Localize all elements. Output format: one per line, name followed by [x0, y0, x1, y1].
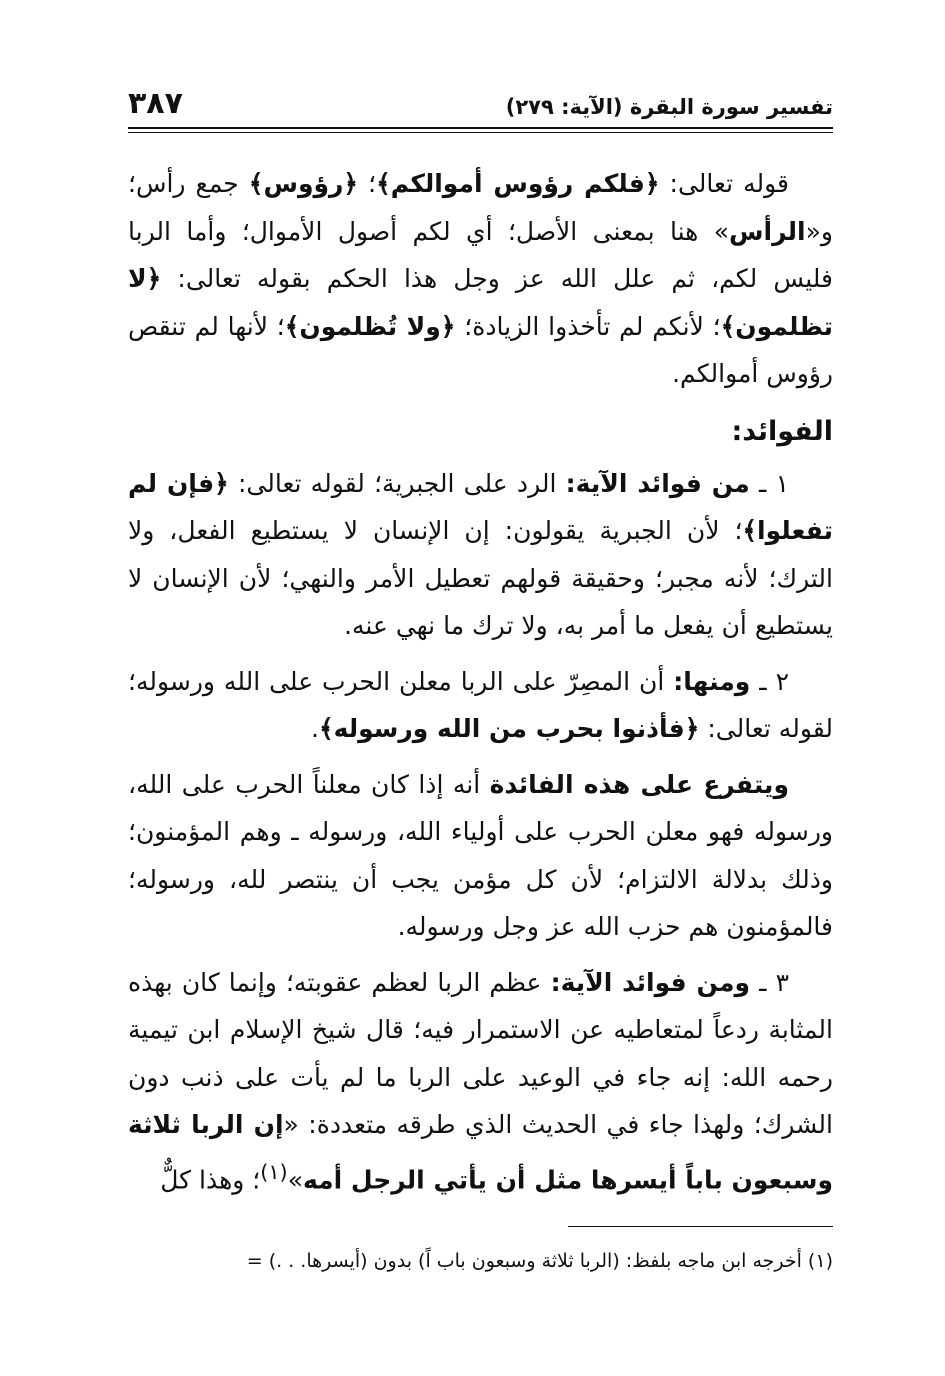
lead-bold: ومنها:: [673, 666, 751, 696]
paragraph-benefit-2: [128, 658, 833, 753]
term-bold: الرأس: [729, 216, 806, 246]
text-run: ؛: [358, 169, 377, 198]
quran-quote: ﴿ولا تُظلمون﴾: [284, 311, 456, 341]
quran-quote: ﴿فلكم رؤوس أموالكم﴾: [376, 169, 660, 198]
footnote: (١) أخرجه ابن ماجه بلفظ: (الربا ثلاثة وسبعون باب اً) بدون (أيسرها. . .) =: [246, 1250, 833, 1272]
lead-bold: ويتفرع على هذه الفائدة: [489, 769, 789, 799]
page-body: [128, 160, 833, 1211]
running-title: تفسير سورة البقرة (الآية: ٢٧٩): [505, 95, 833, 119]
text-run: ؛ وهذا كلٌّ: [160, 1164, 261, 1194]
text-run: جمع رأس؛ و«: [128, 169, 833, 246]
quran-quote: ﴿فإن لم تفعلوا﴾: [128, 468, 833, 545]
page-number: ٣٨٧: [128, 86, 183, 121]
quran-quote: ﴿رؤوس﴾: [248, 169, 359, 198]
quran-quote: ﴿فأذنوا بحرب من الله ورسوله﴾: [318, 714, 700, 743]
text-run: الرد على الجبرية؛ لقوله تعالى:: [228, 468, 566, 498]
header-rule-thick: [128, 127, 833, 129]
lead-bold: من فوائد الآية:: [565, 468, 750, 498]
text-run: أن المصِرّ على الربا معلن الحرب على الله ورسوله؛ لقوله تعالى:: [128, 666, 833, 743]
text-run: .: [310, 714, 319, 743]
text-run: عظم الربا لعظم عقوبته؛ وإنما كان بهذه المثابة ردعاً لمتعاطيه عن الاستمرار فيه؛ قال شيخ الإسلام ابن تيمية رحمه الله: إنه جاء في الوعيد على الربا ما لم يأت على ذنب دون الشرك؛ ولهذا جاء في الحديث الذي طرقه متعددة: «: [128, 967, 833, 1139]
text-run: قوله تعالى:: [659, 169, 789, 198]
footnote-marker: (١): [260, 1159, 288, 1184]
footnote-rule: [568, 1226, 833, 1227]
paragraph-benefit-3: [128, 959, 833, 1204]
text-run: ٣ ـ: [750, 967, 790, 997]
paragraph-1: [128, 160, 833, 398]
text-run: »: [287, 1164, 303, 1194]
text-run: ؛ لأنكم لم تأخذوا الزيادة؛: [455, 311, 721, 341]
lead-bold: ومن فوائد الآية:: [550, 967, 751, 997]
text-run: ؛ لأن الجبرية يقولون: إن الإنسان لا يستطيع الفعل، ولا الترك؛ لأنه مجبر؛ وحقيقة قولهم تعطيل الأمر والنهي؛ لأن الإنسان لا يستطيع أن يفعل ما أمر به، ولا ترك ما نهي عنه.: [128, 516, 833, 640]
text-run: ١ ـ: [749, 468, 789, 498]
text-run: أنه إذا كان معلناً الحرب على الله، ورسوله فهو معلن الحرب على أولياء الله، ورسوله ـ وهم المؤمنون؛ وذلك بدلالة الالتزام؛ لأن كل مؤمن يجب أن ينتصر لله، ورسوله؛ فالمؤمنون هم حزب الله عز وجل ورسوله.: [128, 769, 833, 941]
paragraph-benefit-1: [128, 460, 833, 650]
page-header: [128, 86, 833, 124]
section-heading: الفوائد:: [731, 415, 833, 447]
paragraph-derived: [128, 761, 833, 951]
hadith-quote: إن الربا ثلاثة وسبعون باباً أيسرها مثل أن يأتي الرجل أمه: [128, 1110, 833, 1194]
header-rule-thin: [128, 132, 833, 133]
text-run: ؛ لأنها لم تنقص رؤوس أموالكم.: [128, 311, 833, 388]
text-run: » هنا بمعنى الأصل؛ أي لكم أصول الأموال؛ وأما الربا فليس لكم، ثم علل الله عز وجل هذا الحكم بقوله تعالى:: [128, 216, 833, 293]
text-run: ٢ ـ: [750, 666, 789, 696]
quran-quote: ﴿لا تظلمون﴾: [128, 264, 833, 341]
